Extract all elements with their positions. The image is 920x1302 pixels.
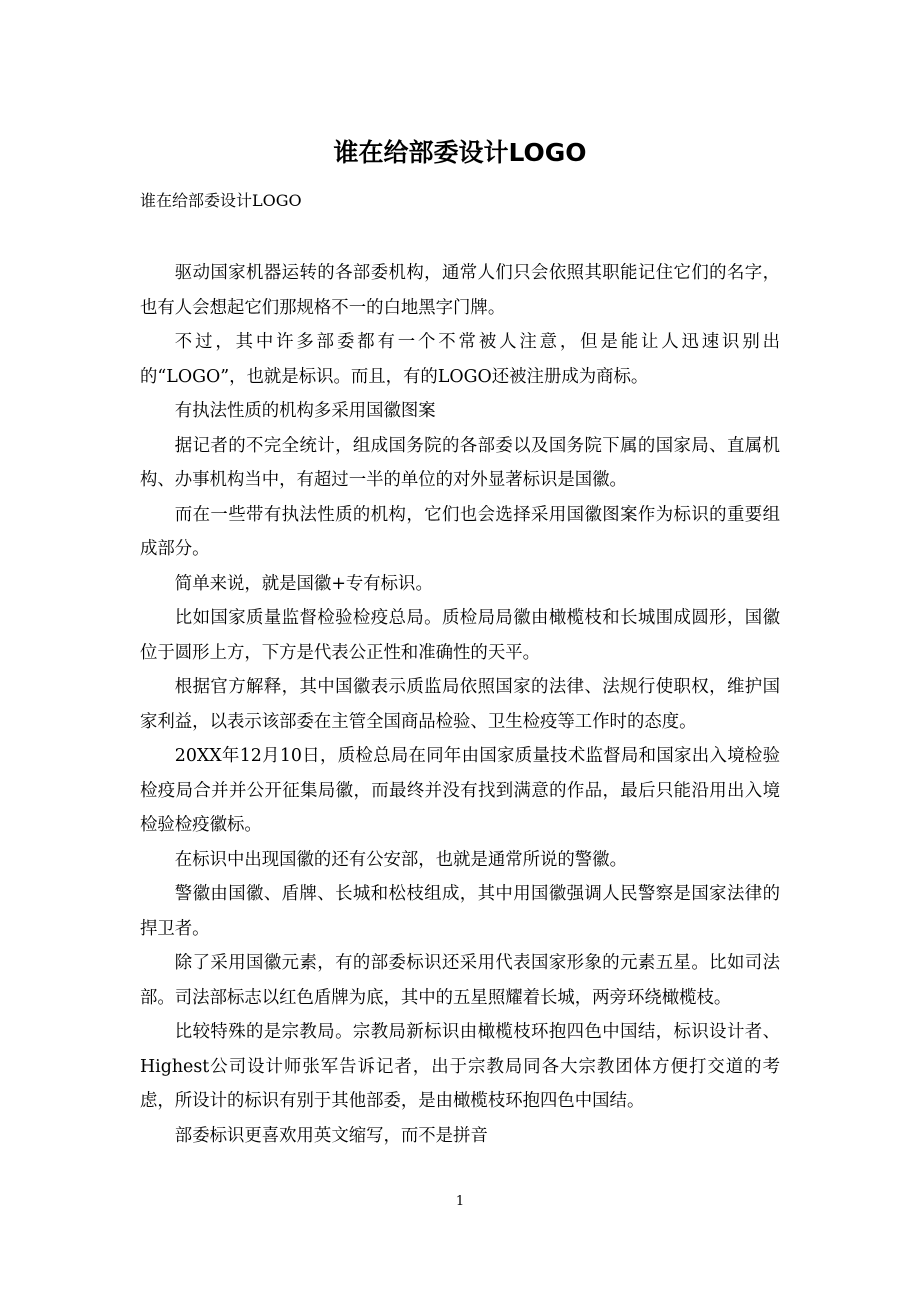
body-paragraph: 在标识中出现国徽的还有公安部，也就是通常所说的警徽。 <box>174 849 627 870</box>
body-paragraph: 警徽由国徽、盾牌、长城和松枝组成，其中用国徽强调人民警察是国家法律的捍卫者。 <box>140 884 780 939</box>
body-paragraph: 而在一些带有执法性质的机构，它们也会选择采用国徽图案作为标识的重要组成部分。 <box>140 504 780 559</box>
body-paragraph: 根据官方解释，其中国徽表示质监局依照国家的法律、法规行使职权，维护国家利益，以表示该部委在主管全国商品检验、卫生检疫等工作时的态度。 <box>140 677 780 732</box>
body-paragraph: 除了采用国徽元素，有的部委标识还采用代表国家形象的元素五星。比如司法部。司法部标志以红色盾牌为底，其中的五星照耀着长城，两旁环绕橄榄枝。 <box>140 953 780 1008</box>
document-body <box>140 256 780 1153</box>
page-number: 1 <box>455 1194 465 1209</box>
body-paragraph: 不过，其中许多部委都有一个不常被人注意，但是能让人迅速识别出的“LOGO”，也就是标识。而且，有的LOGO还被注册成为商标。 <box>140 332 780 387</box>
document-title: 谁在给部委设计LOGO <box>333 138 587 167</box>
body-paragraph: 驱动国家机器运转的各部委机构，通常人们只会依照其职能记住它们的名字，也有人会想起它们那规格不一的白地黑字门牌。 <box>140 263 780 318</box>
body-paragraph: 比如国家质量监督检验检疫总局。质检局局徽由橄榄枝和长城围成圆形，国徽位于圆形上方，下方是代表公正性和准确性的天平。 <box>140 608 780 663</box>
body-paragraph: 据记者的不完全统计，组成国务院的各部委以及国务院下属的国家局、直属机构、办事机构当中，有超过一半的单位的对外显著标识是国徽。 <box>140 435 780 490</box>
body-paragraph: 20XX年12月10日，质检总局在同年由国家质量技术监督局和国家出入境检验检疫局合并并公开征集局徽，而最终并没有找到满意的作品，最后只能沿用出入境检验检疫徽标。 <box>140 746 780 835</box>
body-paragraph: 部委标识更喜欢用英文缩写，而不是拼音 <box>174 1125 488 1146</box>
body-paragraph: 有执法性质的机构多采用国徽图案 <box>174 401 436 421</box>
body-paragraph: 比较特殊的是宗教局。宗教局新标识由橄榄枝环抱四色中国结，标识设计者、Highest公司设计师张军告诉记者，出于宗教局同各大宗教团体方便打交道的考虑，所设计的标识有别于其他部委，是由橄榄枝环抱四色中国结。 <box>140 1022 780 1111</box>
body-paragraph: 简单来说，就是国徽+专有标识。 <box>174 573 433 594</box>
document-subtitle: 谁在给部委设计LOGO <box>140 191 302 210</box>
